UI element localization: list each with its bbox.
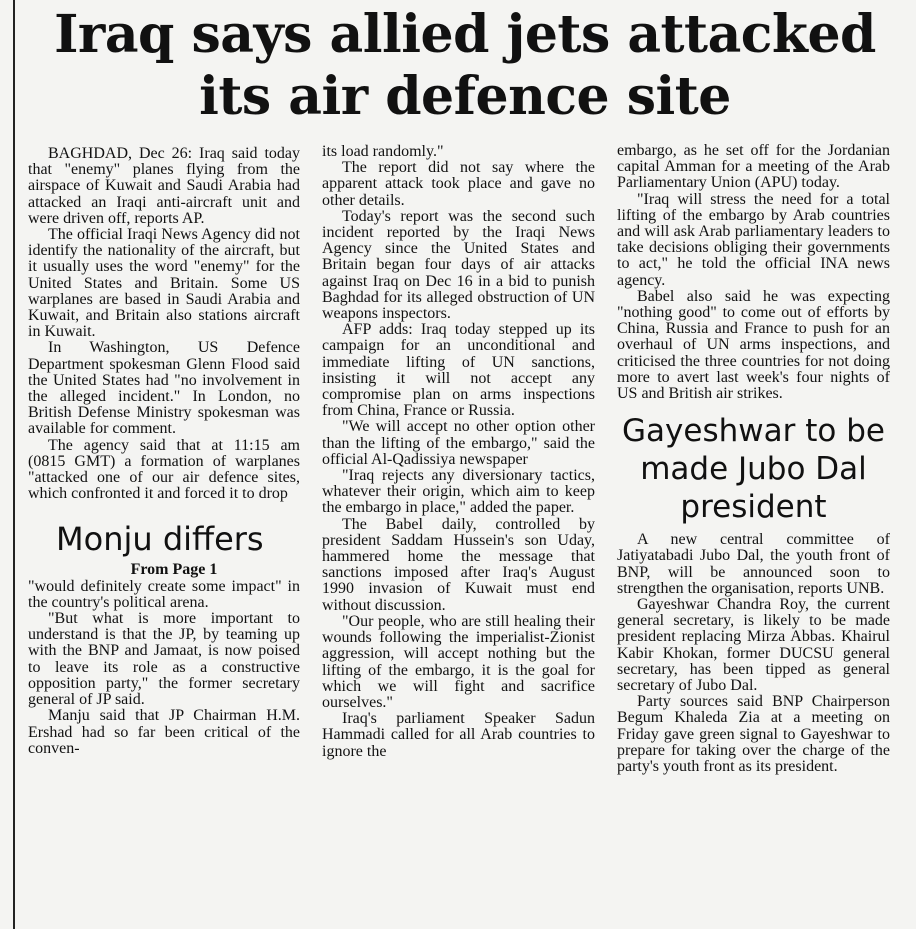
article-paragraph: In Washington, US Defence Department spokesman Glenn Flood said the United States had "no involvement in the alleged incident." In London, no British Defense Ministry spokesman was available for comment. [28,339,300,438]
article-paragraph: "would definitely create some impact" in the country's political arena. [28,577,300,611]
monju-headline: Monju differs [56,520,264,559]
article-paragraph: Iraq's parliament Speaker Sadun Hammadi called for all Arab countries to ignore the [322,710,595,760]
article-paragraph: The agency said that at 11:15 am (0815 GMT) a formation of warplanes "attacked one of our air defence sites, which confronted it and forced it to drop [28,436,300,503]
article-paragraph: AFP adds: Iraq today stepped up its campaign for an unconditional and immediate lifting of UN sanctions, insisting it will not accept any compromise plan on arms inspections from China, France or Russia. [322,321,595,420]
article-paragraph: Party sources said BNP Chairperson Begum Khaleda Zia at a meeting on Friday gave green signal to Gayeshwar to prepare for taking over the charge of the party's youth front as its president. [617,693,890,776]
article-paragraph: The Babel daily, controlled by president Saddam Hussein's son Uday, hammered home the message that sanctions imposed after Iraq's August 1990 invasion of Kuwait must end without discussion. [322,515,595,614]
article-paragraph: "We will accept no other option other than the lifting of the embargo," said the official Al-Qadissiya newspaper [322,418,595,468]
article-paragraph: "Our people, who are still healing their wounds following the imperialist-Zionist aggression, will accept nothing but the lifting of the embargo, it is the goal for which we will fight and sacrifice ourselves." [322,612,595,711]
gayeshwar-headline: Gayeshwar to be made Jubo Dal president [622,413,885,526]
headline-line-1: Iraq says allied jets attacked [54,4,876,65]
article-paragraph: The official Iraqi News Agency did not identify the nationality of the aircraft, but it usually uses the word "enemy" for the United States and Britain. Some US warplanes are based in Saudi Arabia and Kuwait, and Britain also stations aircraft in Kuwait. [28,226,300,341]
article-paragraph: "Iraq will stress the need for a total lifting of the embargo by Arab countries and will ask Arab parliamentary leaders to take decisions obliging their governments to act," he told the official INA news agency. [617,190,890,289]
article-paragraph: A new central committee of Jatiyatabadi Jubo Dal, the youth front of BNP, will be announced soon to strengthen the organisation, reports UNB. [617,531,890,597]
article-paragraph: embargo, as he set off for the Jordanian capital Amman for a meeting of the Arab Parliamentary Union (APU) today. [617,142,890,192]
article-paragraph: The report did not say where the apparent attack took place and gave no other details. [322,159,595,209]
article-paragraph: "But what is more important to understand is that the JP, by teaming up with the BNP and Jamaat, is now poised to leave its role as a constructive opposition party," the former secretary general of JP said. [28,610,300,709]
article-paragraph: Gayeshwar Chandra Roy, the current general secretary, is likely to be made president replacing Mirza Abbas. Khairul Kabir Khokan, former DUCSU general secretary, has been tipped as general secretary of Jubo Dal. [617,596,890,695]
article-paragraph: Today's report was the second such incident reported by the Iraqi News Agency since the United States and Britain began four days of air attacks against Iraq on Dec 16 in a bid to punish Baghdad for its alleged obstruction of UN weapons inspectors. [322,207,595,323]
article-paragraph: "Iraq rejects any diversionary tactics, whatever their origin, which aim to keep the embargo in place," added the paper. [322,467,595,517]
article-paragraph: Manju said that JP Chairman H.M. Ershad had so far been critical of the conven- [28,707,300,757]
main-headline [20,4,910,128]
article-paragraph: its load randomly." [322,143,444,160]
column-2 [322,144,595,760]
headline-line-2: its air defence site [199,66,731,127]
article-paragraph: Babel also said he was expecting "nothing good" to come out of efforts by China, Russia and France to push for an overhaul of UN arms inspections, and criticised the three countries for not doing more to avert last week's four nights of US and British air strikes. [617,287,890,403]
from-page-label: From Page 1 [130,561,218,579]
column-rule [13,0,15,929]
article-paragraph: BAGHDAD, Dec 26: Iraq said today that "enemy" planes flying from the airspace of Kuwait and Saudi Arabia had attacked an Iraqi anti-aircraft unit and were driven off, reports AP. [28,145,300,227]
column-3 [617,143,890,775]
column-1 [28,146,300,757]
